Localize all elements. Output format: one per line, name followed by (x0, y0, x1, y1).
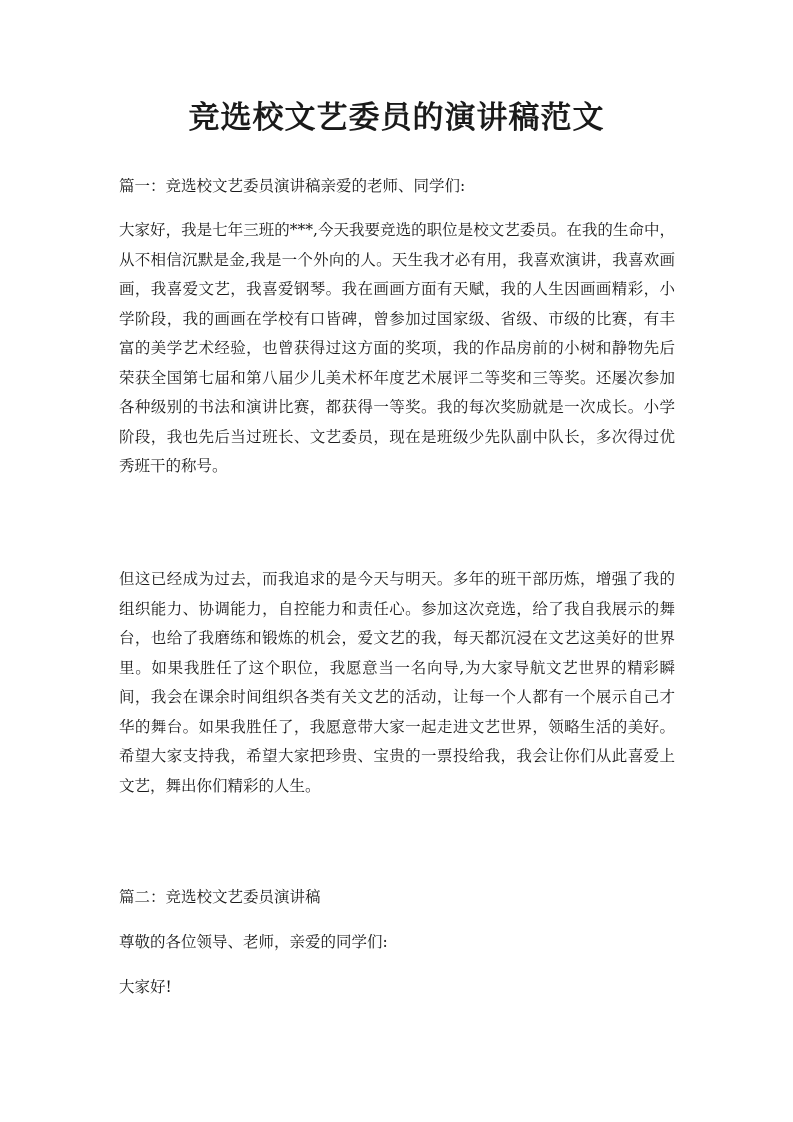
greeting: 大家好! (119, 978, 172, 996)
document-title: 竞选校文艺委员的演讲稿范文 (188, 100, 605, 136)
salutation: 尊敬的各位领导、老师，亲爱的同学们: (119, 933, 388, 951)
section-heading-1: 篇一：竞选校文艺委员演讲稿亲爱的老师、同学们: (119, 177, 466, 195)
paragraph-body: 但这已经成为过去，而我追求的是今天与明天。多年的班干部历炼，增强了我的组织能力、协调能力，自控能力和责任心。参加这次竞选，给了我自我展示的舞台，也给了我磨练和锻炼的机会，爱文艺的我，每天都沉浸在文艺这美好的世界里。如果我胜任了这个职位，我愿意当一名向导,为大家导航文艺世界的精彩瞬间，我会在课余时间组织各类有关文艺的活动，让每一个人都有一个展示自己才华的舞台。如果我胜任了，我愿意带大家一起走进文艺世界，领略生活的美好。希望大家支持我，希望大家把珍贵、宝贵的一票投给我，我会让你们从此喜爱上文艺，舞出你们精彩的人生。 (119, 570, 675, 795)
section-heading-2: 篇二：竞选校文艺委员演讲稿 (119, 888, 321, 906)
paragraph-intro: 大家好，我是七年三班的***,今天我要竞选的职位是校文艺委员。在我的生命中，从不相信沉默是金,我是一个外向的人。天生我才必有用，我喜欢演讲，我喜欢画画，我喜爱文艺，我喜爱钢琴。我在画画方面有天赋，我的人生因画画精彩，小学阶段，我的画画在学校有口皆碑，曾参加过国家级、省级、市级的比赛，有丰富的美学艺术经验，也曾获得过这方面的奖项，我的作品房前的小树和静物先后荣获全国第七届和第八届少儿美术杯年度艺术展评二等奖和三等奖。还屡次参加各种级别的书法和演讲比赛，都获得一等奖。我的每次奖励就是一次成长。小学阶段，我也先后当过班长、文艺委员，现在是班级少先队副中队长，多次得过优秀班干的称号。 (119, 221, 675, 475)
